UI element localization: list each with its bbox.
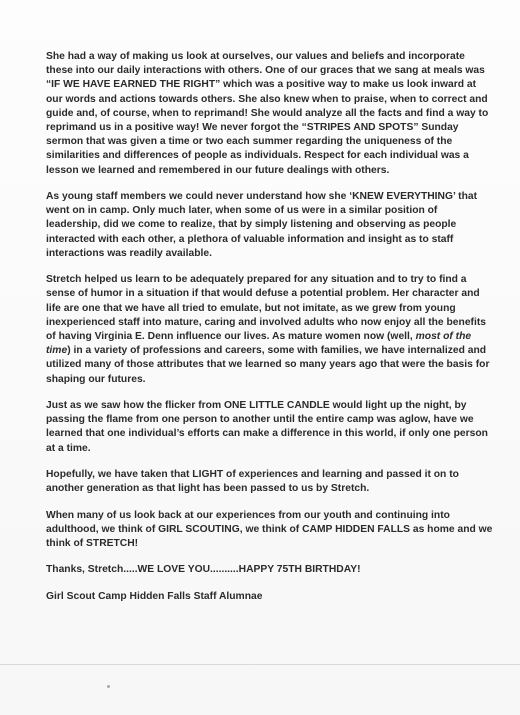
- paragraph-stretch-helped: [46, 273, 494, 387]
- letter-body: [46, 50, 494, 616]
- paragraph-candle: Just as we saw how the flicker from ONE LITTLE CANDLE would light up the night, by passing the flame from one person to another until the entire camp was aglow, have we learned that one individual’s efforts can make a difference in this world, if only one person at a time.: [46, 400, 488, 454]
- paragraph-thanks: Thanks, Stretch.....WE LOVE YOU..........HAPPY 75TH BIRTHDAY!: [46, 564, 361, 576]
- paragraph-stretch-italic: most of the time: [46, 331, 472, 357]
- scan-speck: [107, 685, 110, 688]
- signature-line: Girl Scout Camp Hidden Falls Staff Alumnae: [46, 590, 263, 602]
- paragraph-knew-everything: As young staff members we could never understand how she ‘KNEW EVERYTHING’ that went on in camp. Only much later, when some of us were in a similar position of leadership, did we come to realize, that by simply listening and observing as people interacted with each other, a plethora of valuable information and insight as to staff interactions was readily available.: [46, 191, 478, 259]
- paragraph-light: Hopefully, we have taken that LIGHT of experiences and learning and passed it on to another generation as that light has been passed to us by Stretch.: [46, 469, 459, 495]
- paragraph-stretch-text-end: ) in a variety of professions and careers, some with families, we have internalized and utilized many of those attributes that we learned so many years ago that were the basis for shaping our futures.: [46, 345, 490, 385]
- paragraph-stretch-text-start: Stretch helped us learn to be adequately prepared for any situation and to try to find a sense of humor in a situation if that would defuse a potential problem. Her character and life are one that we have all tried to emulate, but not imitate, as we grew from young inexperienced staff into mature, caring and involved adults who now enjoy all the benefits of having Virginia E. Denn influence our lives. As mature women now (well,: [46, 274, 486, 343]
- paragraph-graces: She had a way of making us look at ourselves, our values and beliefs and incorporate these into our daily interactions with others. One of our graces that we sang at meals was “IF WE HAVE EARNED THE RIGHT” which was a positive way to make us look inward at our words and actions towards others. She also knew when to praise, when to correct and guide and, of course, when to reprimand! She would analyze all the facts and find a way to reprimand us in a positive way! We never forgot the “STRIPES AND SPOTS” Sunday sermon that was given a time or two each summer regarding the uniqueness of the similarities and differences of people as individuals. Respect for each individual was a lesson we learned and remembered in our future dealings with others.: [46, 51, 489, 176]
- paragraph-look-back: When many of us look back at our experiences from our youth and continuing into adulthood, we think of GIRL SCOUTING, we think of CAMP HIDDEN FALLS as home and we think of STRETCH!: [46, 509, 493, 550]
- page-edge-line: [0, 664, 520, 665]
